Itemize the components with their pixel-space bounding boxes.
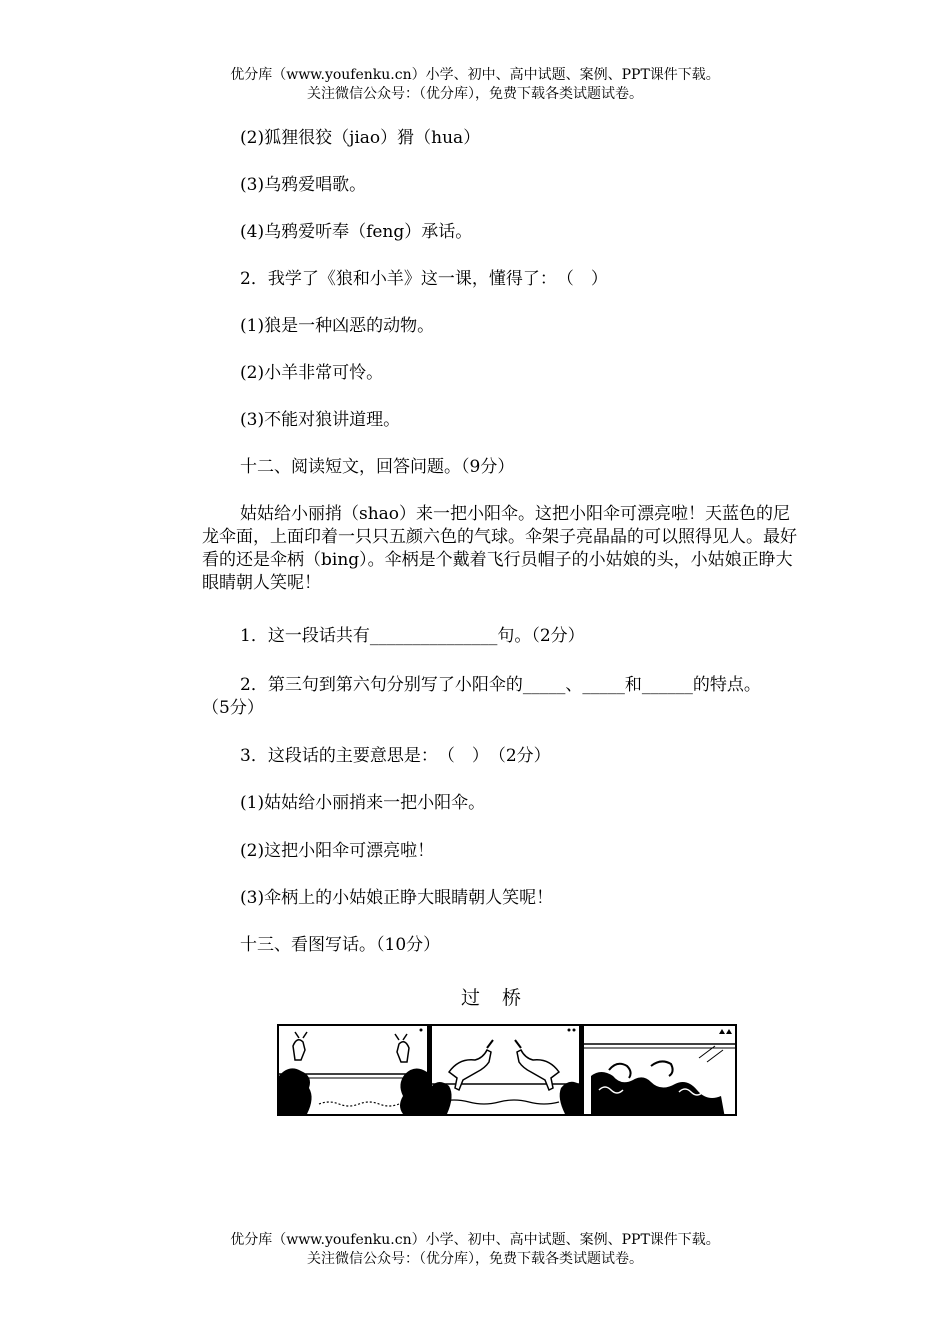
section12-q3-option-1: (1)姑姑给小丽捎来一把小阳伞。 bbox=[240, 793, 486, 813]
section12-passage: 姑姑给小丽捎（shao）来一把小阳伞。这把小阳伞可漂亮啦！天蓝色的尼龙伞面，上面印着一只只五颜六色的气球。伞架子亮晶晶的可以照得见人。最好看的还是伞柄（bing）。伞柄是个戴着飞行员帽子的小姑娘的头，小姑娘正睁大眼睛朝人笑呢！ bbox=[202, 504, 797, 593]
q2-option-2: (2)小羊非常可怜。 bbox=[240, 363, 384, 383]
q2-stem: 2．我学了《狼和小羊》这一课，懂得了： （ ） bbox=[240, 269, 608, 289]
section12-title: 十二、阅读短文，回答问题。（9分） bbox=[240, 457, 515, 477]
panel-3 bbox=[584, 1029, 735, 1114]
header-line-1: 优分库（www.youfenku.cn）小学、初中、高中试题、案例、PPT课件下载。 bbox=[230, 67, 720, 83]
section13-title: 十三、看图写话。（10分） bbox=[240, 935, 441, 955]
section12-q2-line2: （5分） bbox=[202, 698, 264, 718]
comic-strip bbox=[277, 1024, 737, 1116]
section12-q3: 3．这段话的主要意思是： （ ） （2分） bbox=[240, 746, 551, 766]
comic-strip-drawing bbox=[279, 1026, 735, 1114]
q2-option-1: (1)狼是一种凶恶的动物。 bbox=[240, 316, 435, 336]
q1-option-4: (4)乌鸦爱听奉（feng）承话。 bbox=[240, 222, 473, 242]
panel-1 bbox=[279, 1029, 427, 1115]
footer-line-2: 关注微信公众号：（优分库），免费下载各类试题试卷。 bbox=[307, 1251, 643, 1267]
section12-q3-option-3: (3)伞柄上的小姑娘正睁大眼睛朝人笑呢！ bbox=[240, 888, 554, 908]
q1-option-3: (3)乌鸦爱唱歌。 bbox=[240, 175, 367, 195]
section12-q3-option-2: (2)这把小阳伞可漂亮啦！ bbox=[240, 841, 435, 861]
q2-option-3: (3)不能对狼讲道理。 bbox=[240, 410, 401, 430]
section12-q2-line1: 2．第三句到第六句分别写了小阳伞的_____、_____和______的特点。 bbox=[240, 675, 761, 695]
picture-title: 过 桥 bbox=[460, 987, 530, 1009]
footer-line-1: 优分库（www.youfenku.cn）小学、初中、高中试题、案例、PPT课件下载。 bbox=[230, 1232, 720, 1248]
header-line-2: 关注微信公众号：（优分库），免费下载各类试题试卷。 bbox=[307, 86, 643, 102]
section12-q1: 1．这一段话共有_______________句。（2分） bbox=[240, 626, 585, 646]
panel-2 bbox=[432, 1029, 579, 1115]
q1-option-2: (2)狐狸很狡（jiao）猾（hua） bbox=[240, 128, 481, 148]
